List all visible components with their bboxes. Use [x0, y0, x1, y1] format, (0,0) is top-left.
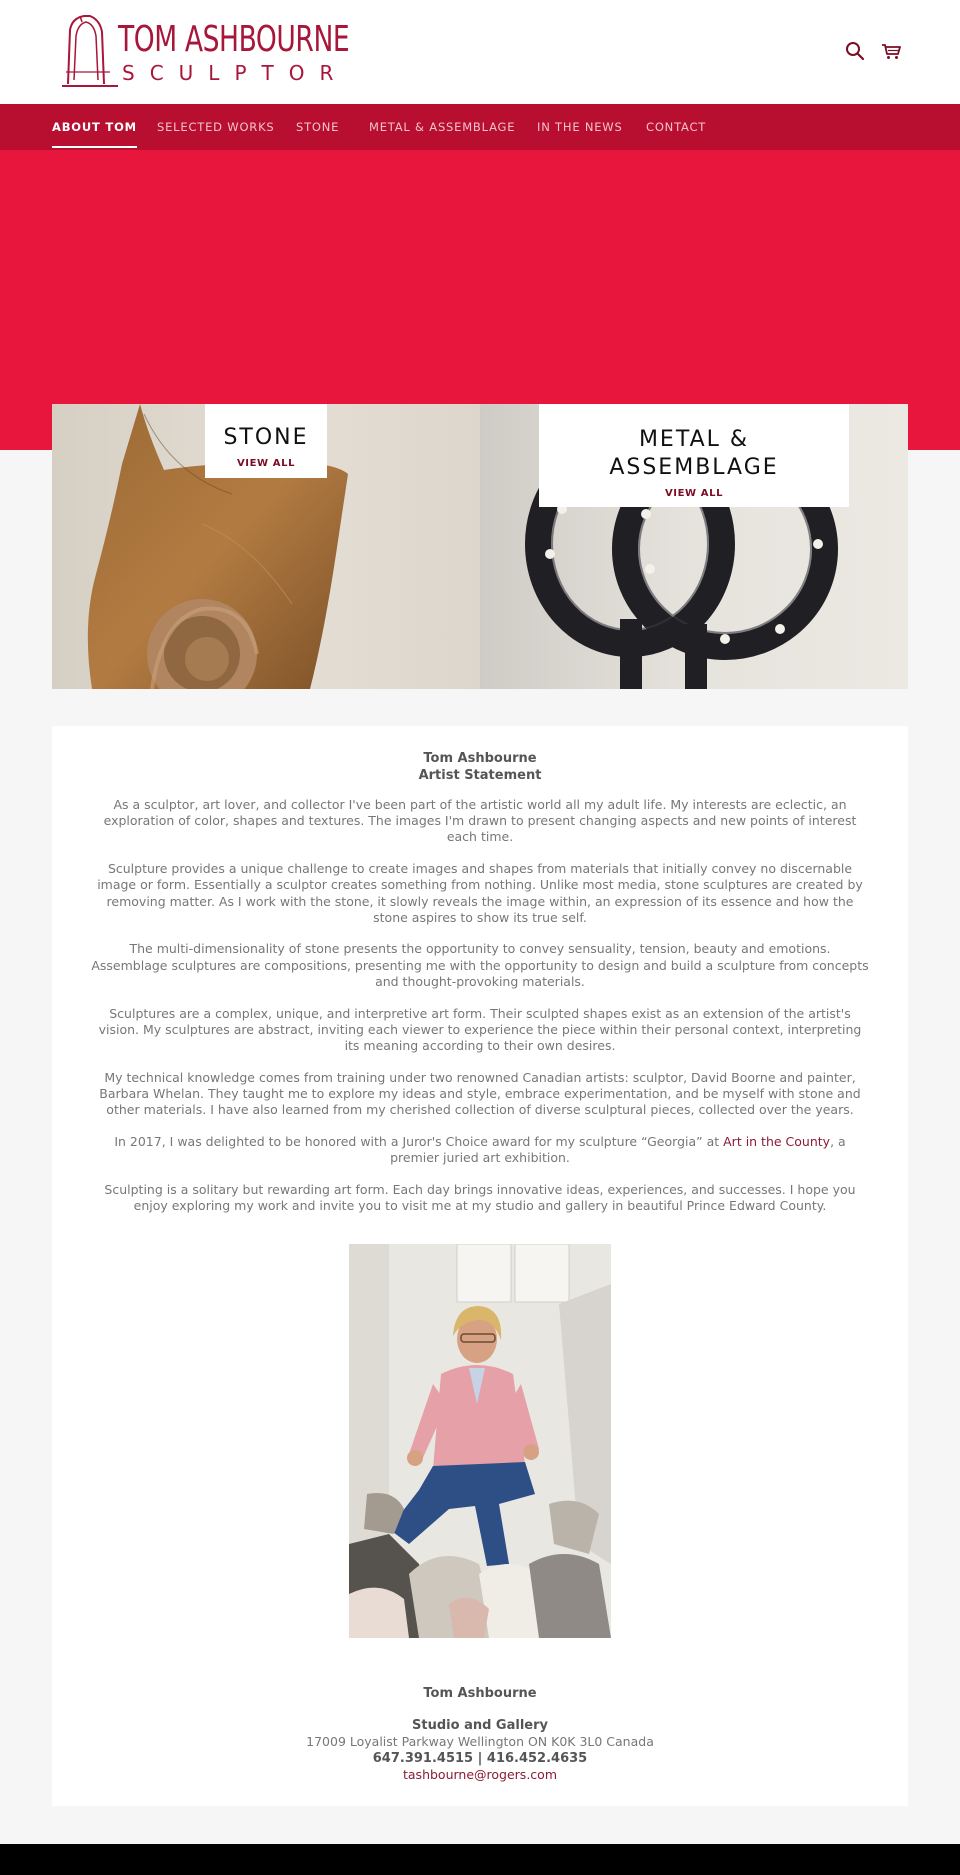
studio-label: Studio and Gallery — [412, 1717, 548, 1733]
site-header — [0, 0, 960, 104]
statement-title: Artist Statement — [418, 768, 542, 783]
artist-photo — [349, 1244, 611, 1638]
phone-numbers: 647.391.4515 | 416.452.4635 — [372, 1750, 588, 1766]
nav-item-stone[interactable]: STONE — [296, 120, 340, 134]
contact-block — [52, 1686, 908, 1784]
stone-view-all-link[interactable]: VIEW ALL — [236, 458, 296, 469]
metal-label-box[interactable] — [539, 404, 849, 507]
collection-tile-metal-assemblage[interactable] — [480, 404, 908, 689]
art-in-the-county-link[interactable]: Art in the County — [723, 1133, 831, 1149]
cart-icon[interactable] — [880, 40, 902, 62]
statement-paragraph: Sculptures are a complex, unique, and interpretive art form. Their sculpted shapes exist as an extension of the artist's vision. My sculptures are abstract, inviting each viewer to experience the piece within their personal context, interpreting its meaning according to their own desires. — [98, 1005, 862, 1053]
statement-artist-name: Tom Ashbourne — [423, 751, 537, 766]
metal-view-all-link[interactable]: VIEW ALL — [664, 488, 724, 499]
logo-mark-icon — [60, 14, 120, 88]
metal-title-line2: ASSEMBLAGE — [609, 455, 779, 480]
studio-address: 17009 Loyalist Parkway Wellington ON K0K 3L0 Canada — [306, 1734, 654, 1749]
statement-paragraph: As a sculptor, art lover, and collector I've been part of the artistic world all my adult life. My interests are eclectic, an exploration of color, shapes and textures. The images I'm drawn to present changing aspects and new points of interest each time. — [103, 797, 857, 845]
stone-title: STONE — [223, 425, 309, 450]
collection-tile-stone[interactable] — [52, 404, 480, 689]
metal-title-line1: METAL & — [638, 427, 750, 452]
nav-item-selected-works[interactable]: SELECTED WORKS — [157, 120, 275, 134]
statement-paragraph: Sculpting is a solitary but rewarding art form. Each day brings innovative ideas, experiences, and successes. I hope you enjoy exploring my work and invite you to visit me at my studio and gallery in beautiful Prince Edward County. — [104, 1181, 856, 1213]
artist-statement-card — [52, 726, 908, 1806]
statement-paragraph: The multi-dimensionality of stone presents the opportunity to convey sensuality, tension, beauty and emotions. Assemblage sculptures are compositions, presenting me with the opportunity to design and build a sculpture from concepts and thought-provoking materials. — [91, 941, 869, 989]
email-link[interactable]: tashbourne@rogers.com — [403, 1767, 557, 1782]
nav-item-in-the-news[interactable]: IN THE NEWS — [537, 120, 623, 134]
logo-subtitle: SCULPTOR — [122, 61, 349, 85]
stone-label-box[interactable] — [205, 404, 327, 478]
main-nav — [0, 104, 960, 150]
statement-body — [90, 797, 870, 1230]
nav-item-metal-assemblage[interactable]: METAL & ASSEMBLAGE — [369, 120, 516, 134]
nav-item-about-tom[interactable]: ABOUT TOM — [52, 104, 137, 150]
site-footer — [0, 1844, 960, 1875]
statement-heading — [52, 750, 908, 784]
award-text-after: , a premier juried art exhibition. — [390, 1133, 846, 1165]
statement-paragraph: Sculpture provides a unique challenge to create images and shapes from materials that initially convey no discernable image or form. Essentially a sculptor creates something from nothing. Unlike most media, stone sculptures are created by removing matter. As I work with the stone, it slowly reveals the image within, an expression of its essence and how the stone aspires to show its true self. — [97, 861, 863, 925]
statement-paragraph-award — [90, 1134, 870, 1166]
site-logo[interactable] — [60, 14, 350, 88]
logo-name: TOM ASHBOURNE — [118, 19, 350, 60]
search-icon[interactable] — [844, 40, 866, 62]
award-text-before: In 2017, I was delighted to be honored with a Juror's Choice award for my sculpture “Georgia” at — [114, 1133, 724, 1149]
statement-paragraph: My technical knowledge comes from training under two renowned Canadian artists: sculptor, David Boorne and painter, Barbara Whelan. They taught me to explore my ideas and style, embrace experimentation, and be myself with stone and other materials. I have also learned from my cherished collection of diverse sculptural pieces, collected over the years. — [99, 1069, 861, 1118]
contact-name: Tom Ashbourne — [423, 1686, 537, 1701]
nav-item-contact[interactable]: CONTACT — [646, 120, 707, 134]
